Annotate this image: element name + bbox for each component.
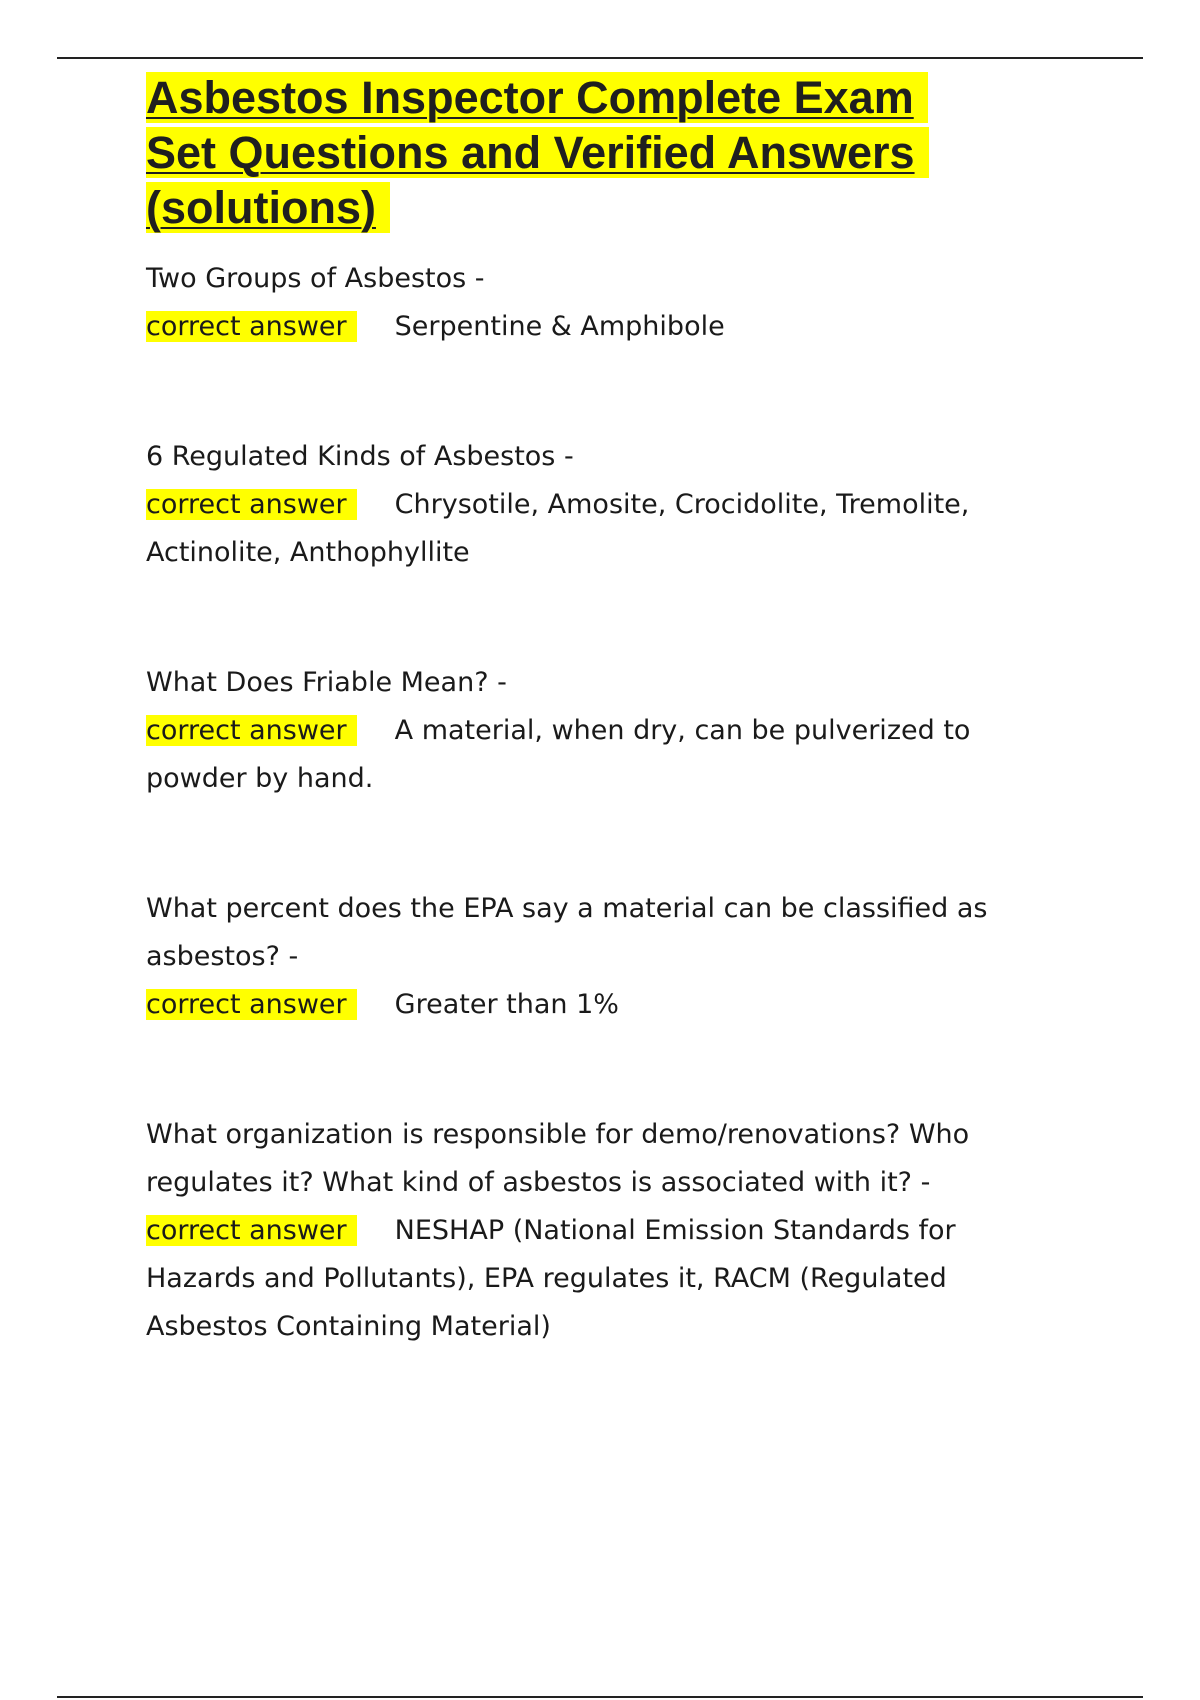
qa-item — [146, 1111, 1026, 1351]
title-line-1: Asbestos Inspector Complete Exam — [146, 72, 928, 123]
qa-item — [146, 885, 1026, 1029]
document-body — [146, 70, 1026, 1433]
question-text: 6 Regulated Kinds of Asbestos - — [146, 441, 574, 472]
title-line-2: Set Questions and Verified Answers — [146, 127, 929, 178]
question-text: What organization is responsible for demo/renovations? Who regulates it? What kind of asbestos is associated with it? - — [146, 1119, 970, 1198]
answer-line — [146, 1207, 1026, 1351]
title-line-3: (solutions) — [146, 182, 390, 233]
question-text: What percent does the EPA say a material can be classified as asbestos? - — [146, 893, 988, 972]
correct-answer-label: correct answer — [146, 489, 357, 520]
document-title — [146, 70, 1026, 235]
answer-line — [146, 981, 1026, 1029]
answer-line — [146, 707, 1026, 803]
answer-line — [146, 303, 1026, 351]
top-rule — [57, 57, 1143, 59]
qa-item — [146, 433, 1026, 577]
qa-item — [146, 659, 1026, 803]
qa-list — [146, 255, 1026, 1351]
question-text: Two Groups of Asbestos - — [146, 263, 485, 294]
answer-text: NESHAP (National Emission Standards for Hazards and Pollutants), EPA regulates it, RACM (Regulated Asbestos Containing Material) — [146, 1215, 956, 1342]
answer-text: A material, when dry, can be pulverized to powder by hand. — [146, 715, 971, 794]
answer-text: Serpentine & Amphibole — [394, 311, 725, 342]
correct-answer-label: correct answer — [146, 311, 357, 342]
correct-answer-label: correct answer — [146, 1215, 357, 1246]
answer-text: Chrysotile, Amosite, Crocidolite, Tremolite, Actinolite, Anthophyllite — [146, 489, 970, 568]
answer-text: Greater than 1% — [394, 989, 619, 1020]
correct-answer-label: correct answer — [146, 989, 357, 1020]
correct-answer-label: correct answer — [146, 715, 357, 746]
question-text: What Does Friable Mean? - — [146, 667, 507, 698]
bottom-rule — [57, 1696, 1143, 1698]
answer-line — [146, 481, 1026, 577]
qa-item — [146, 255, 1026, 351]
